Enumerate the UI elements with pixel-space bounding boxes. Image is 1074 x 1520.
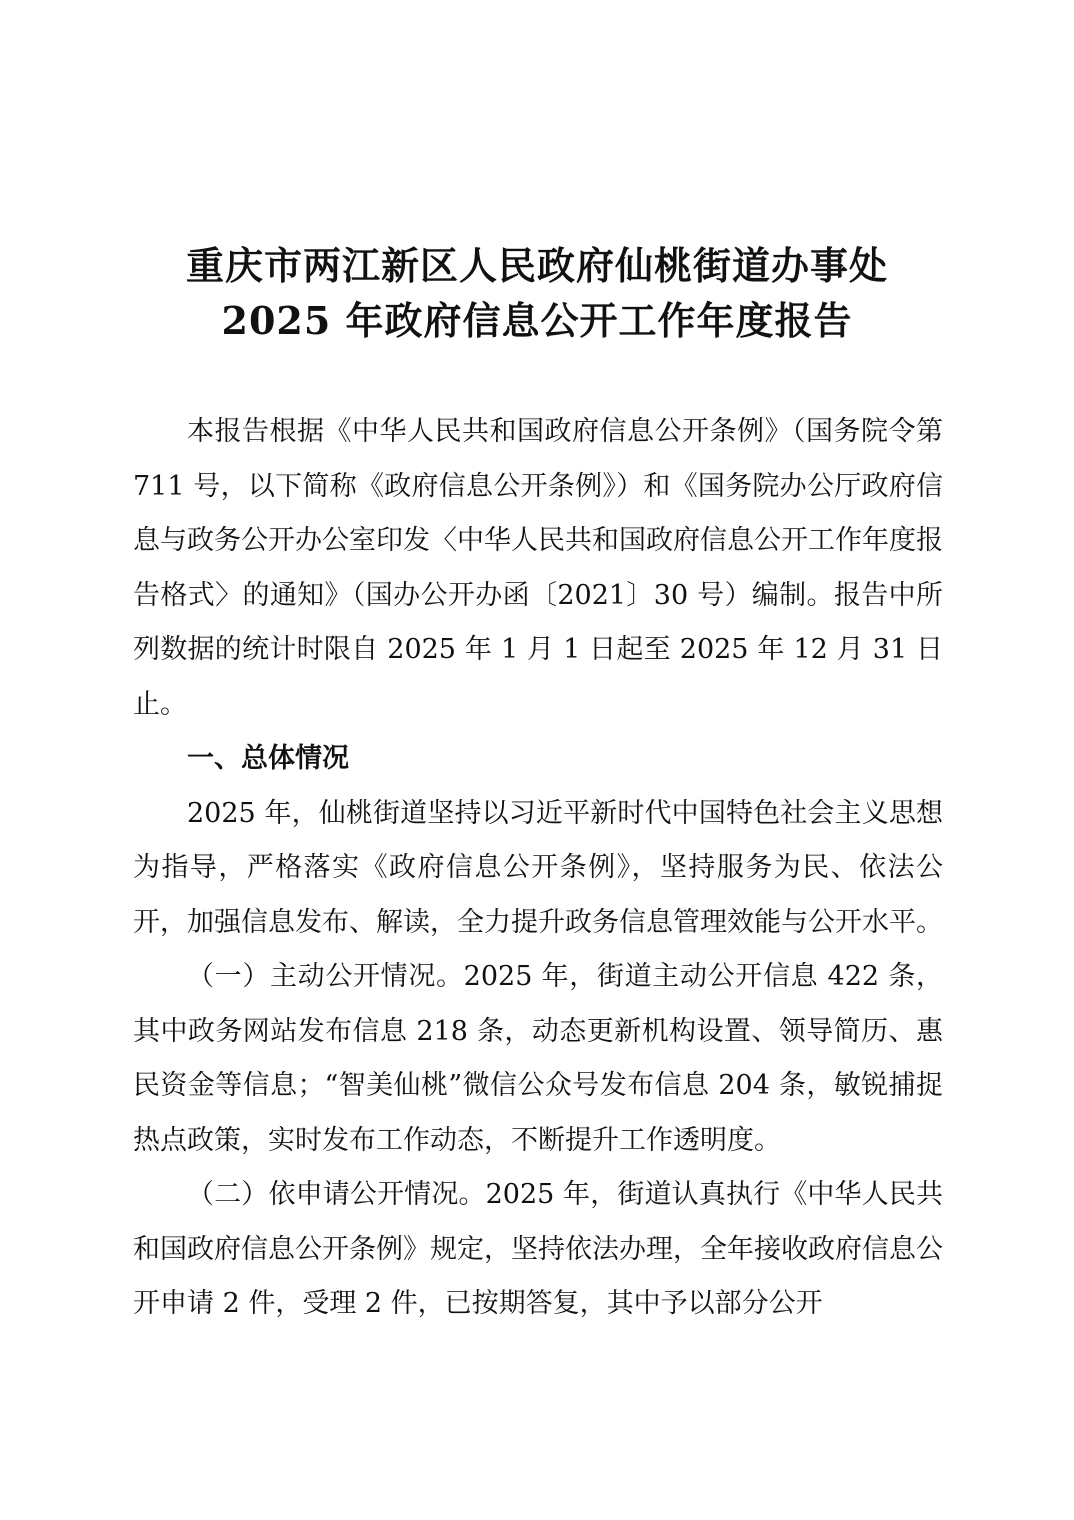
- proactive-disclosure-paragraph: （一）主动公开情况。2025 年，街道主动公开信息 422 条，其中政务网站发布信息 218 条，动态更新机构设置、领导简历、惠民资金等信息；“智美仙桃”微信公众号发布信息 204 条，敏锐捕捉热点政策，实时发布工作动态，不断提升工作透明度。: [133, 961, 943, 1156]
- intro-paragraph: 本报告根据《中华人民共和国政府信息公开条例》（国务院令第 711 号，以下简称《政府信息公开条例》）和《国务院办公厅政府信息与政务公开办公室印发〈中华人民共和国政府信息公开工作年度报告格式〉的通知》（国办公开办函〔2021〕30 号）编制。报告中所列数据的统计时限自 2025 年 1 月 1 日起至 2025 年 12 月 31 日止。: [133, 416, 943, 720]
- overview-paragraph: 2025 年，仙桃街道坚持以习近平新时代中国特色社会主义思想为指导，严格落实《政府信息公开条例》，坚持服务为民、依法公开，加强信息发布、解读，全力提升政务信息管理效能与公开水平。: [133, 797, 943, 938]
- document-body: [133, 405, 943, 1332]
- section-heading-overview: 一、总体情况: [187, 743, 349, 774]
- title-line-2: 2025 年政府信息公开工作年度报告: [221, 298, 853, 343]
- document-title: [0, 238, 1074, 348]
- title-line-1: 重庆市两江新区人民政府仙桃街道办事处: [185, 243, 888, 288]
- application-disclosure-paragraph: （二）依申请公开情况。2025 年，街道认真执行《中华人民共和国政府信息公开条例》规定，坚持依法办理，全年接收政府信息公开申请 2 件，受理 2 件，已按期答复，其中予以部分公开: [133, 1179, 943, 1319]
